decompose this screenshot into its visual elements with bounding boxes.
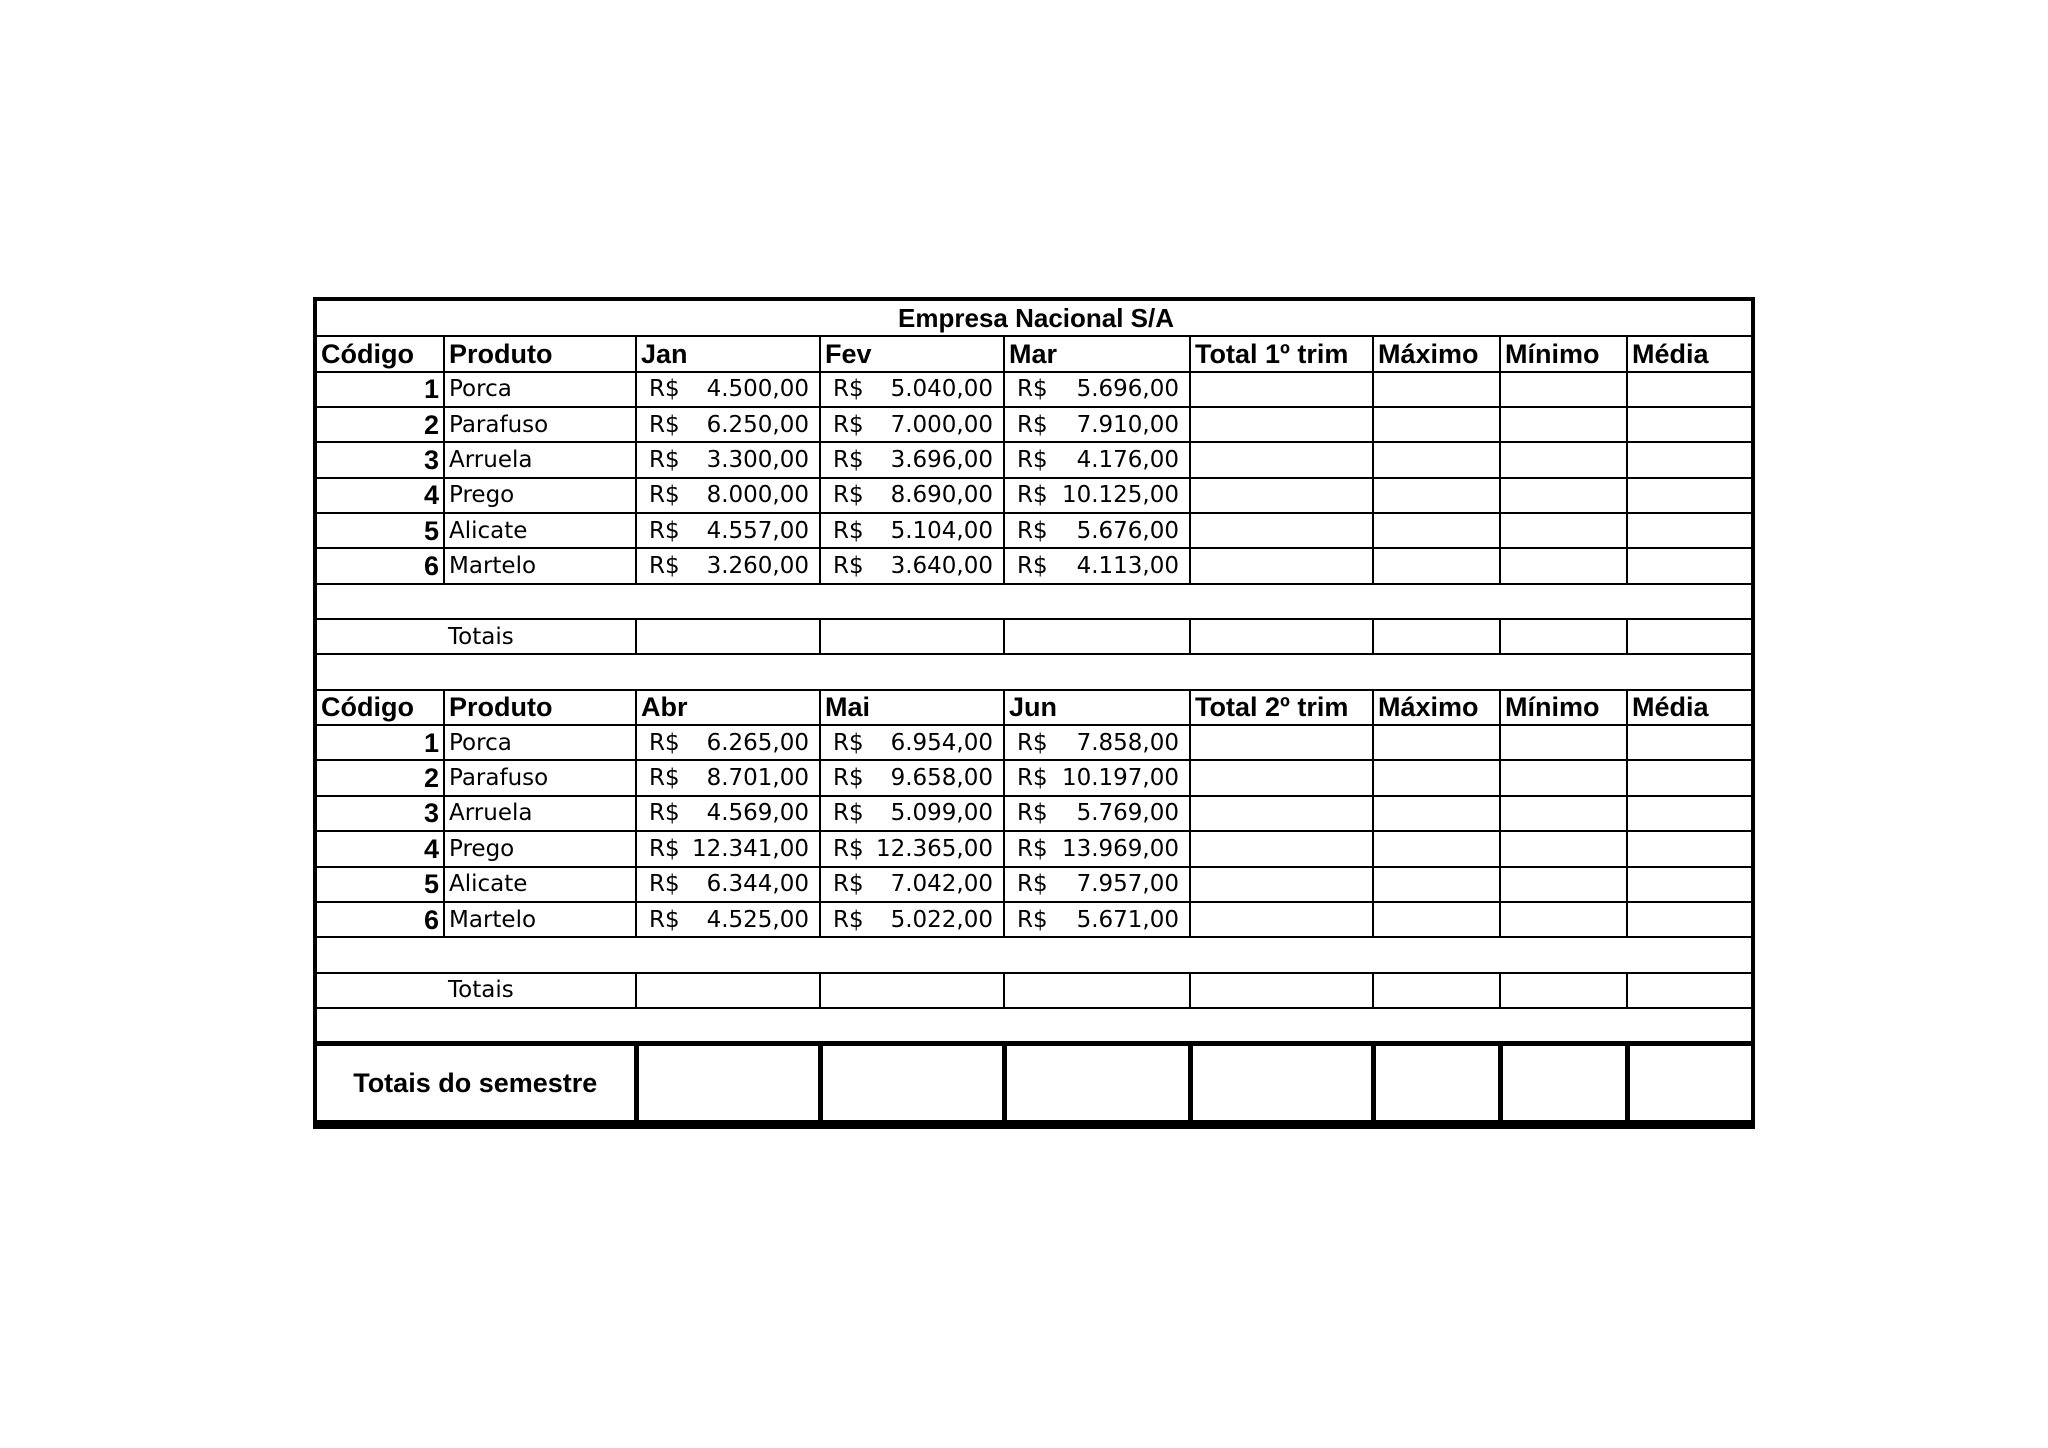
- empty-cell[interactable]: [1373, 654, 1500, 689]
- minimum-cell[interactable]: [1500, 902, 1627, 937]
- month-1-value[interactable]: [636, 548, 820, 583]
- currency-symbol: R$: [833, 411, 864, 438]
- product-name[interactable]: Martelo: [444, 548, 636, 583]
- average-cell[interactable]: [1627, 796, 1755, 831]
- empty-cell[interactable]: [1190, 1008, 1373, 1043]
- currency-symbol: R$: [1017, 553, 1048, 580]
- table-row: [317, 513, 1755, 548]
- amount-value: 3.260,00: [706, 553, 809, 580]
- product-name[interactable]: Arruela: [444, 796, 636, 831]
- semester-totals-cell[interactable]: [1373, 1043, 1500, 1122]
- quarter-total-cell[interactable]: [1190, 478, 1373, 513]
- month-2-value[interactable]: [820, 760, 1004, 795]
- amount-value: 4.176,00: [1076, 447, 1179, 474]
- month-2-value[interactable]: [820, 372, 1004, 407]
- table-row: [317, 478, 1755, 513]
- minimum-cell[interactable]: [1500, 867, 1627, 902]
- column-header: Jun: [1004, 690, 1190, 725]
- empty-cell[interactable]: [444, 584, 636, 619]
- column-header: Jan: [636, 336, 820, 371]
- average-cell[interactable]: [1627, 513, 1755, 548]
- average-cell[interactable]: [1627, 407, 1755, 442]
- amount-value: 5.040,00: [890, 376, 993, 403]
- empty-cell[interactable]: [444, 654, 636, 689]
- amount-value: 13.969,00: [1061, 835, 1179, 862]
- minimum-cell[interactable]: [1500, 442, 1627, 477]
- maximum-cell[interactable]: [1373, 372, 1500, 407]
- column-header: Total 1º trim: [1190, 336, 1373, 371]
- table-row: [317, 372, 1755, 407]
- amount-value: 4.557,00: [706, 517, 809, 544]
- currency-symbol: R$: [649, 871, 680, 898]
- amount-value: 5.671,00: [1076, 906, 1179, 933]
- currency-symbol: R$: [1017, 517, 1048, 544]
- currency-symbol: R$: [1017, 871, 1048, 898]
- empty-cell[interactable]: [636, 654, 820, 689]
- currency-symbol: R$: [649, 765, 680, 792]
- currency-symbol: R$: [649, 906, 680, 933]
- average-cell[interactable]: [1627, 725, 1755, 760]
- empty-cell[interactable]: [1190, 584, 1373, 619]
- product-code[interactable]: 1: [317, 372, 444, 407]
- q2-header-row: [317, 690, 1755, 725]
- month-3-value[interactable]: [1004, 867, 1190, 902]
- currency-symbol: R$: [833, 765, 864, 792]
- average-cell[interactable]: [1627, 867, 1755, 902]
- currency-symbol: R$: [1017, 765, 1048, 792]
- empty-cell[interactable]: [1373, 584, 1500, 619]
- empty-cell[interactable]: [1627, 937, 1755, 972]
- amount-value: 5.022,00: [890, 906, 993, 933]
- month-2-value[interactable]: [820, 796, 1004, 831]
- currency-symbol: R$: [1017, 482, 1048, 509]
- product-name[interactable]: Porca: [444, 372, 636, 407]
- quarter-total-cell[interactable]: [1190, 760, 1373, 795]
- empty-cell[interactable]: [1004, 654, 1190, 689]
- minimum-cell[interactable]: [1500, 513, 1627, 548]
- currency-symbol: R$: [649, 800, 680, 827]
- average-cell[interactable]: [1627, 548, 1755, 583]
- currency-symbol: R$: [649, 553, 680, 580]
- month-1-value[interactable]: [636, 442, 820, 477]
- column-header: Código: [317, 336, 444, 371]
- maximum-cell[interactable]: [1373, 513, 1500, 548]
- empty-cell[interactable]: [1190, 654, 1373, 689]
- month-2-value[interactable]: [820, 407, 1004, 442]
- amount-value: 7.910,00: [1076, 411, 1179, 438]
- currency-symbol: R$: [1017, 800, 1048, 827]
- month-3-value[interactable]: [1004, 442, 1190, 477]
- product-name[interactable]: Parafuso: [444, 760, 636, 795]
- empty-cell[interactable]: [820, 937, 1004, 972]
- currency-symbol: R$: [649, 729, 680, 756]
- product-name[interactable]: Martelo: [444, 902, 636, 937]
- product-code[interactable]: 2: [317, 407, 444, 442]
- product-name[interactable]: Alicate: [444, 513, 636, 548]
- table-row: [317, 548, 1755, 583]
- amount-value: 4.569,00: [706, 800, 809, 827]
- amount-value: 10.125,00: [1061, 482, 1179, 509]
- currency-symbol: R$: [833, 376, 864, 403]
- month-3-value[interactable]: [1004, 513, 1190, 548]
- month-3-value[interactable]: [1004, 902, 1190, 937]
- quarter-total-cell[interactable]: [1190, 548, 1373, 583]
- product-code[interactable]: 4: [317, 831, 444, 866]
- month-1-value[interactable]: [636, 867, 820, 902]
- currency-symbol: R$: [833, 482, 864, 509]
- amount-value: 6.344,00: [706, 871, 809, 898]
- amount-value: 5.696,00: [1076, 376, 1179, 403]
- average-cell[interactable]: [1627, 442, 1755, 477]
- currency-symbol: R$: [649, 376, 680, 403]
- amount-value: 9.658,00: [890, 765, 993, 792]
- average-cell[interactable]: [1627, 831, 1755, 866]
- totals-cell[interactable]: [1500, 619, 1627, 654]
- maximum-cell[interactable]: [1373, 442, 1500, 477]
- month-3-value[interactable]: [1004, 407, 1190, 442]
- totals-cell[interactable]: [1190, 619, 1373, 654]
- month-3-value[interactable]: [1004, 796, 1190, 831]
- month-2-value[interactable]: [820, 867, 1004, 902]
- empty-cell[interactable]: [317, 584, 444, 619]
- empty-cell[interactable]: [1004, 1008, 1190, 1043]
- average-cell[interactable]: [1627, 372, 1755, 407]
- empty-cell[interactable]: [820, 654, 1004, 689]
- quarter-total-cell[interactable]: [1190, 796, 1373, 831]
- average-cell[interactable]: [1627, 478, 1755, 513]
- totals-cell[interactable]: [1373, 619, 1500, 654]
- empty-cell[interactable]: [636, 1008, 820, 1043]
- maximum-cell[interactable]: [1373, 548, 1500, 583]
- average-cell[interactable]: [1627, 902, 1755, 937]
- month-3-value[interactable]: [1004, 760, 1190, 795]
- amount-value: 12.365,00: [875, 835, 993, 862]
- amount-value: 8.701,00: [706, 765, 809, 792]
- amount-value: 3.300,00: [706, 447, 809, 474]
- month-1-value[interactable]: [636, 407, 820, 442]
- month-1-value[interactable]: [636, 725, 820, 760]
- quarter-total-cell[interactable]: [1190, 513, 1373, 548]
- spreadsheet-sheet: [313, 297, 1755, 1129]
- empty-cell[interactable]: [1500, 937, 1627, 972]
- product-code[interactable]: 3: [317, 442, 444, 477]
- semester-totals-cell[interactable]: [1627, 1043, 1755, 1122]
- amount-value: 5.769,00: [1076, 800, 1179, 827]
- month-2-value[interactable]: [820, 548, 1004, 583]
- currency-symbol: R$: [833, 835, 864, 862]
- totals-cell[interactable]: [636, 973, 820, 1008]
- empty-cell[interactable]: [636, 937, 820, 972]
- column-header: Mínimo: [1500, 336, 1627, 371]
- column-header: Fev: [820, 336, 1004, 371]
- empty-cell[interactable]: [1500, 1008, 1627, 1043]
- product-name[interactable]: Prego: [444, 478, 636, 513]
- month-3-value[interactable]: [1004, 372, 1190, 407]
- amount-value: 4.113,00: [1076, 553, 1179, 580]
- quarter-total-cell[interactable]: [1190, 372, 1373, 407]
- currency-symbol: R$: [833, 871, 864, 898]
- month-2-value[interactable]: [820, 725, 1004, 760]
- semester-totals-cell[interactable]: [1004, 1043, 1190, 1122]
- q2-spacer-row: [317, 937, 1755, 972]
- semester-totals-label: Totais do semestre: [317, 1043, 636, 1122]
- amount-value: 6.954,00: [890, 729, 993, 756]
- maximum-cell[interactable]: [1373, 725, 1500, 760]
- empty-cell[interactable]: [317, 654, 444, 689]
- q1-gap-row: [317, 654, 1755, 689]
- q1-spacer-row: [317, 584, 1755, 619]
- semester-totals-row: [317, 1043, 1755, 1122]
- empty-cell[interactable]: [1004, 937, 1190, 972]
- currency-symbol: R$: [1017, 376, 1048, 403]
- month-1-value[interactable]: [636, 760, 820, 795]
- month-1-value[interactable]: [636, 902, 820, 937]
- quarter-total-cell[interactable]: [1190, 831, 1373, 866]
- product-name[interactable]: Alicate: [444, 867, 636, 902]
- month-2-value[interactable]: [820, 902, 1004, 937]
- month-1-value[interactable]: [636, 478, 820, 513]
- semester-totals-cell[interactable]: [1500, 1043, 1627, 1122]
- average-cell[interactable]: [1627, 760, 1755, 795]
- amount-value: 5.104,00: [890, 517, 993, 544]
- column-header: Abr: [636, 690, 820, 725]
- quarter-total-cell[interactable]: [1190, 442, 1373, 477]
- currency-symbol: R$: [1017, 729, 1048, 756]
- totals-label: Totais: [317, 619, 636, 654]
- empty-cell[interactable]: [1500, 654, 1627, 689]
- minimum-cell[interactable]: [1500, 548, 1627, 583]
- column-header: Média: [1627, 336, 1755, 371]
- q2-gap-row: [317, 1008, 1755, 1043]
- amount-value: 6.250,00: [706, 411, 809, 438]
- table-row: [317, 831, 1755, 866]
- currency-symbol: R$: [833, 729, 864, 756]
- empty-cell[interactable]: [820, 1008, 1004, 1043]
- currency-symbol: R$: [649, 411, 680, 438]
- amount-value: 8.690,00: [890, 482, 993, 509]
- totals-cell[interactable]: [1627, 973, 1755, 1008]
- totals-cell[interactable]: [1004, 619, 1190, 654]
- totals-cell[interactable]: [1627, 619, 1755, 654]
- empty-cell[interactable]: [444, 1008, 636, 1043]
- totals-label: Totais: [317, 973, 636, 1008]
- totals-cell[interactable]: [636, 619, 820, 654]
- minimum-cell[interactable]: [1500, 372, 1627, 407]
- maximum-cell[interactable]: [1373, 760, 1500, 795]
- quarter-total-cell[interactable]: [1190, 407, 1373, 442]
- table-row: [317, 760, 1755, 795]
- empty-cell[interactable]: [317, 937, 444, 972]
- empty-cell[interactable]: [444, 937, 636, 972]
- q1-header-row: [317, 336, 1755, 371]
- totals-cell[interactable]: [820, 619, 1004, 654]
- maximum-cell[interactable]: [1373, 478, 1500, 513]
- empty-cell[interactable]: [1373, 1008, 1500, 1043]
- product-code[interactable]: 6: [317, 548, 444, 583]
- month-3-value[interactable]: [1004, 725, 1190, 760]
- column-header: Média: [1627, 690, 1755, 725]
- maximum-cell[interactable]: [1373, 867, 1500, 902]
- amount-value: 7.042,00: [890, 871, 993, 898]
- product-code[interactable]: 1: [317, 725, 444, 760]
- empty-cell[interactable]: [1627, 1008, 1755, 1043]
- amount-value: 6.265,00: [706, 729, 809, 756]
- empty-cell[interactable]: [820, 584, 1004, 619]
- table-row: [317, 796, 1755, 831]
- currency-symbol: R$: [1017, 411, 1048, 438]
- amount-value: 5.099,00: [890, 800, 993, 827]
- amount-value: 4.525,00: [706, 906, 809, 933]
- column-header: Máximo: [1373, 690, 1500, 725]
- month-3-value[interactable]: [1004, 478, 1190, 513]
- amount-value: 3.640,00: [890, 553, 993, 580]
- amount-value: 3.696,00: [890, 447, 993, 474]
- amount-value: 12.341,00: [691, 835, 809, 862]
- currency-symbol: R$: [833, 800, 864, 827]
- month-1-value[interactable]: [636, 831, 820, 866]
- currency-symbol: R$: [649, 517, 680, 544]
- minimum-cell[interactable]: [1500, 407, 1627, 442]
- company-title: Empresa Nacional S/A: [317, 301, 1755, 336]
- empty-cell[interactable]: [636, 584, 820, 619]
- month-2-value[interactable]: [820, 513, 1004, 548]
- currency-symbol: R$: [833, 517, 864, 544]
- column-header: Total 2º trim: [1190, 690, 1373, 725]
- table-row: [317, 725, 1755, 760]
- minimum-cell[interactable]: [1500, 760, 1627, 795]
- table-row: [317, 902, 1755, 937]
- minimum-cell[interactable]: [1500, 796, 1627, 831]
- column-header: Produto: [444, 690, 636, 725]
- product-name[interactable]: Prego: [444, 831, 636, 866]
- minimum-cell[interactable]: [1500, 725, 1627, 760]
- table-row: [317, 867, 1755, 902]
- minimum-cell[interactable]: [1500, 831, 1627, 866]
- semester-totals-cell[interactable]: [1190, 1043, 1373, 1122]
- amount-value: 7.858,00: [1076, 729, 1179, 756]
- product-code[interactable]: 3: [317, 796, 444, 831]
- q1-totals-row: [317, 619, 1755, 654]
- table-row: [317, 442, 1755, 477]
- empty-cell[interactable]: [1627, 584, 1755, 619]
- title-row: [317, 301, 1755, 336]
- currency-symbol: R$: [649, 447, 680, 474]
- totals-cell[interactable]: [1500, 973, 1627, 1008]
- product-code[interactable]: 5: [317, 513, 444, 548]
- month-2-value[interactable]: [820, 442, 1004, 477]
- maximum-cell[interactable]: [1373, 902, 1500, 937]
- table-body: [317, 301, 1755, 1123]
- column-header: Código: [317, 690, 444, 725]
- table-row: [317, 407, 1755, 442]
- column-header: Máximo: [1373, 336, 1500, 371]
- currency-symbol: R$: [1017, 835, 1048, 862]
- sales-table: [317, 301, 1755, 1125]
- totals-cell[interactable]: [1373, 973, 1500, 1008]
- maximum-cell[interactable]: [1373, 796, 1500, 831]
- month-3-value[interactable]: [1004, 831, 1190, 866]
- totals-cell[interactable]: [1190, 973, 1373, 1008]
- semester-totals-cell[interactable]: [636, 1043, 820, 1122]
- month-1-value[interactable]: [636, 513, 820, 548]
- currency-symbol: R$: [649, 482, 680, 509]
- column-header: Mar: [1004, 336, 1190, 371]
- month-3-value[interactable]: [1004, 548, 1190, 583]
- amount-value: 10.197,00: [1061, 765, 1179, 792]
- month-2-value[interactable]: [820, 831, 1004, 866]
- empty-cell[interactable]: [1190, 937, 1373, 972]
- empty-cell[interactable]: [1373, 937, 1500, 972]
- currency-symbol: R$: [649, 835, 680, 862]
- empty-cell[interactable]: [1500, 584, 1627, 619]
- empty-cell[interactable]: [317, 1008, 444, 1043]
- maximum-cell[interactable]: [1373, 831, 1500, 866]
- amount-value: 7.957,00: [1076, 871, 1179, 898]
- semester-totals-cell[interactable]: [820, 1043, 1004, 1122]
- maximum-cell[interactable]: [1373, 407, 1500, 442]
- totals-cell[interactable]: [820, 973, 1004, 1008]
- product-code[interactable]: 5: [317, 867, 444, 902]
- month-2-value[interactable]: [820, 478, 1004, 513]
- currency-symbol: R$: [833, 447, 864, 474]
- empty-cell[interactable]: [1627, 654, 1755, 689]
- totals-cell[interactable]: [1004, 973, 1190, 1008]
- currency-symbol: R$: [1017, 447, 1048, 474]
- column-header: Mínimo: [1500, 690, 1627, 725]
- quarter-total-cell[interactable]: [1190, 725, 1373, 760]
- minimum-cell[interactable]: [1500, 478, 1627, 513]
- product-name[interactable]: Parafuso: [444, 407, 636, 442]
- quarter-total-cell[interactable]: [1190, 867, 1373, 902]
- product-code[interactable]: 2: [317, 760, 444, 795]
- month-1-value[interactable]: [636, 796, 820, 831]
- column-header: Produto: [444, 336, 636, 371]
- currency-symbol: R$: [1017, 906, 1048, 933]
- currency-symbol: R$: [833, 906, 864, 933]
- product-name[interactable]: Arruela: [444, 442, 636, 477]
- q2-totals-row: [317, 973, 1755, 1008]
- amount-value: 4.500,00: [706, 376, 809, 403]
- currency-symbol: R$: [833, 553, 864, 580]
- product-code[interactable]: 4: [317, 478, 444, 513]
- amount-value: 8.000,00: [706, 482, 809, 509]
- amount-value: 7.000,00: [890, 411, 993, 438]
- product-name[interactable]: Porca: [444, 725, 636, 760]
- empty-cell[interactable]: [1004, 584, 1190, 619]
- column-header: Mai: [820, 690, 1004, 725]
- month-1-value[interactable]: [636, 372, 820, 407]
- amount-value: 5.676,00: [1076, 517, 1179, 544]
- quarter-total-cell[interactable]: [1190, 902, 1373, 937]
- product-code[interactable]: 6: [317, 902, 444, 937]
